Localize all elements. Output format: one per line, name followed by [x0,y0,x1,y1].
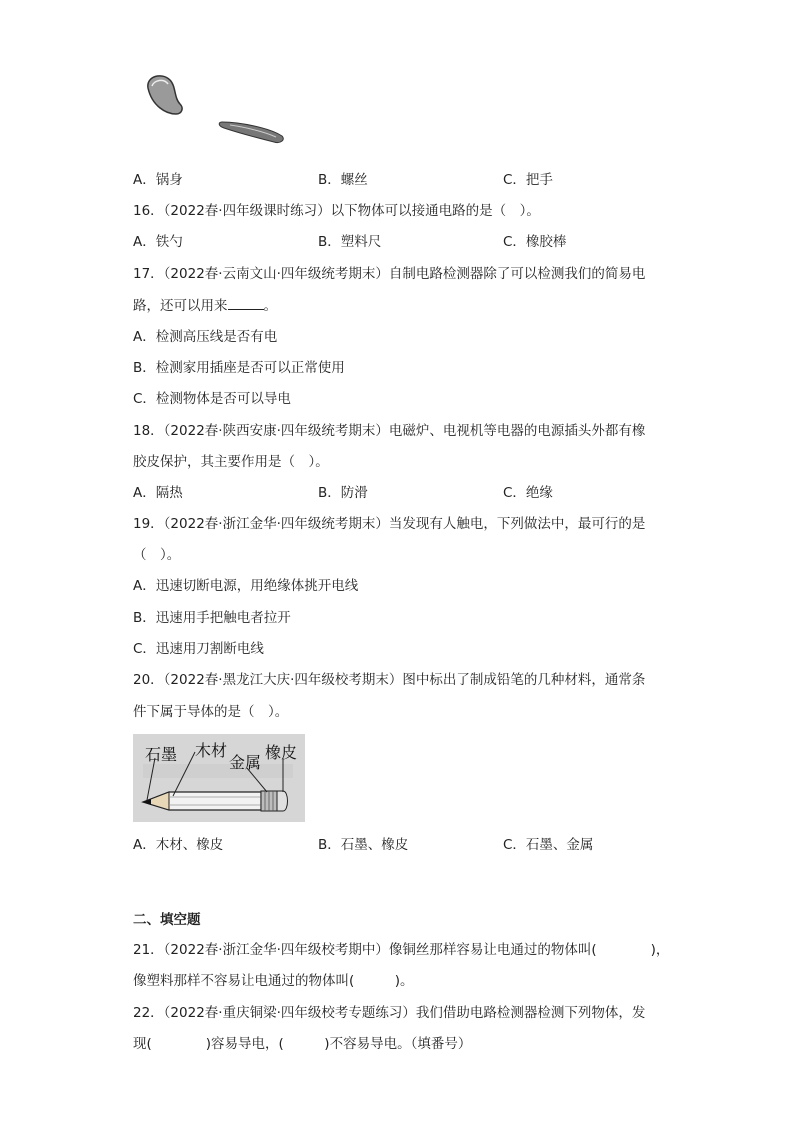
q18-option-c: C．绝缘 [503,485,553,501]
q22-line1: 22．（2022春·重庆铜梁·四年级校考专题练习）我们借助电路检测器检测下列物体，发 [133,1005,646,1021]
q17-option-b: B．检测家用插座是否可以正常使用 [133,360,345,376]
pencil-image [133,734,305,822]
q20-stem-line2: 件下属于导体的是（ ）。 [133,704,289,720]
q21-line1: 21．（2022春·浙江金华·四年级校考期中）像铜丝那样容易让电通过的物体叫( )， [133,942,670,958]
q20-option-a: A．木材、橡皮 [133,837,224,853]
q22-line2: 现( )容易导电，( )不容易导电。（填番号） [133,1036,472,1052]
q17-stem-line2-end: 。 [263,298,277,314]
q19-option-a: A．迅速切断电源，用绝缘体挑开电线 [133,578,359,594]
q18-stem-line2: 胶皮保护，其主要作用是（ ）。 [133,454,329,470]
q20-stem-line1: 20．（2022春·黑龙江大庆·四年级校考期末）图中标出了制成铅笔的几种材料，通常条 [133,672,646,688]
q15-option-a: A．锅身 [133,172,183,188]
q16-option-a: A．铁勺 [133,234,183,250]
pencil-label-eraser: 橡皮 [265,743,298,762]
pot-image [140,70,290,150]
q16-option-c: C．橡胶棒 [503,234,567,250]
q20-option-c: C．石墨、金属 [503,837,594,853]
q16-option-b: B．塑料尺 [318,234,382,250]
pencil-label-metal: 金属 [229,753,262,772]
q17-stem-line2 [133,295,277,316]
q19-stem-line1: 19．（2022春·浙江金华·四年级统考期末）当发现有人触电，下列做法中，最可行的是 [133,516,646,532]
q15-option-c: C．把手 [503,172,553,188]
q20-option-b: B．石墨、橡皮 [318,837,409,853]
q17-stem-line1: 17．（2022春·云南文山·四年级统考期末）自制电路检测器除了可以检测我们的简易电 [133,266,646,282]
q17-stem-line2-text: 路，还可以用来 [133,298,228,314]
answer-blank [228,295,264,310]
q18-stem-line1: 18．（2022春·陕西安康·四年级统考期末）电磁炉、电视机等电器的电源插头外都有橡 [133,423,646,439]
pencil-label-graphite: 石墨 [145,745,178,764]
q18-option-b: B．防滑 [318,485,368,501]
q19-option-b: B．迅速用手把触电者拉开 [133,610,291,626]
q19-stem-line2: （ ）。 [133,547,181,563]
q18-option-a: A．隔热 [133,485,183,501]
q17-option-c: C．检测物体是否可以导电 [133,391,291,407]
q16-stem: 16．（2022春·四年级课时练习）以下物体可以接通电路的是（ ）。 [133,203,540,219]
q15-option-b: B．螺丝 [318,172,368,188]
section-title-fill-in: 二、填空题 [133,912,201,928]
q21-line2: 像塑料那样不容易让电通过的物体叫( )。 [133,973,414,989]
q17-option-a: A．检测高压线是否有电 [133,329,278,345]
q19-option-c: C．迅速用刀割断电线 [133,641,264,657]
pencil-label-wood: 木材 [195,741,228,760]
